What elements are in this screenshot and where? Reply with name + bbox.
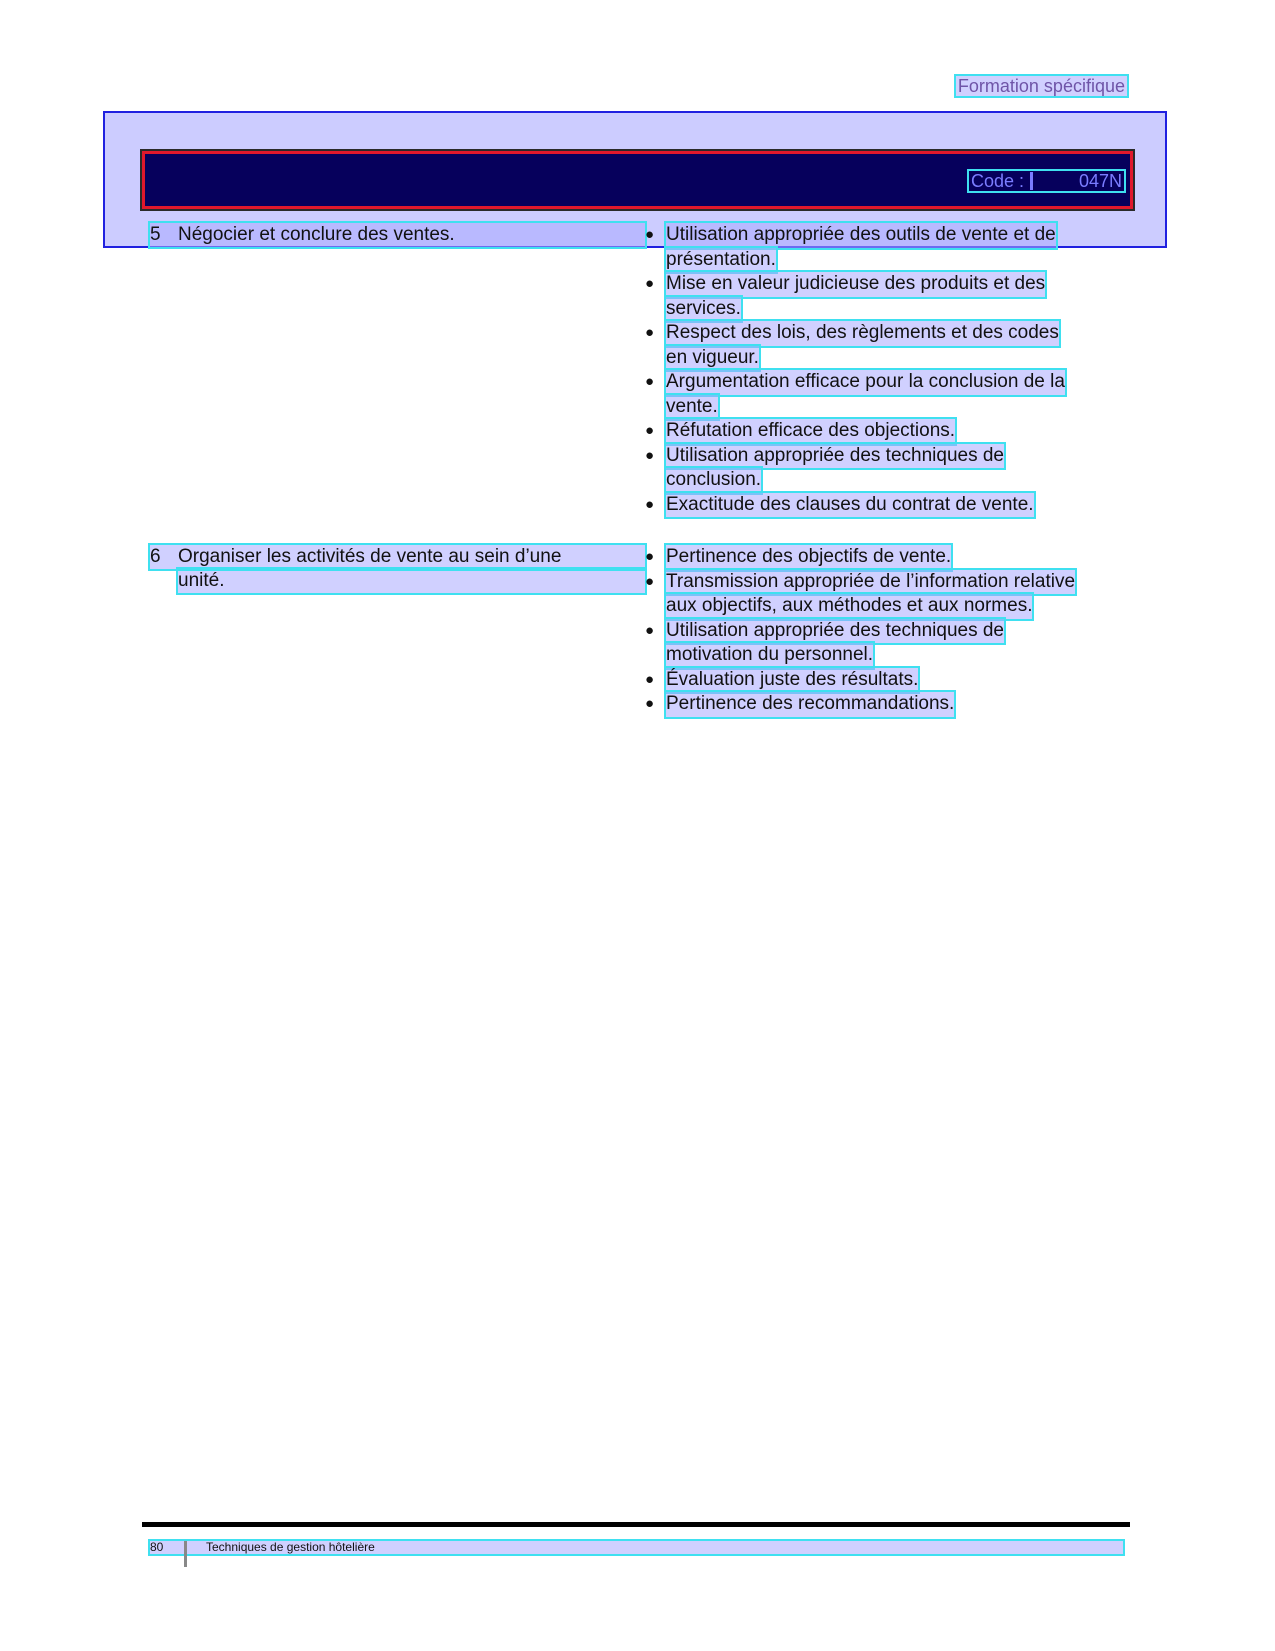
bullet-icon: ● <box>645 446 655 464</box>
bullet-icon: ● <box>645 373 655 390</box>
criterion-item <box>643 570 1113 619</box>
criterion-line: en vigueur. <box>666 346 759 371</box>
criteria-list-5 <box>643 223 1113 517</box>
bullet-icon: ● <box>645 324 655 341</box>
competency-number: 6 <box>150 546 161 567</box>
criterion-line: Utilisation appropriée des techniques de <box>666 619 1004 644</box>
criterion-item <box>643 619 1113 668</box>
criterion-line: Transmission appropriée de l’information relative <box>666 570 1075 595</box>
criterion-line: aux objectifs, aux méthodes et aux normes. <box>666 594 1032 619</box>
criterion-item <box>643 370 1113 419</box>
bullet-icon: ● <box>645 572 655 590</box>
bullet-icon: ● <box>645 548 655 565</box>
bullet-icon: ● <box>645 670 655 688</box>
bullet-icon: ● <box>645 621 655 639</box>
competency-6 <box>150 545 645 593</box>
criterion-line: Respect des lois, des règlements et des codes <box>666 321 1059 346</box>
bullet-icon: ● <box>645 422 655 439</box>
criterion-item <box>643 272 1113 321</box>
criterion-line: Pertinence des objectifs de vente. <box>666 545 951 570</box>
criterion-item <box>643 668 1113 693</box>
page-number: 80 <box>150 1540 164 1554</box>
criterion-line: Exactitude des clauses du contrat de vente. <box>666 493 1034 518</box>
program-title: Techniques de gestion hôtelière <box>206 1540 375 1554</box>
criterion-item <box>643 419 1113 444</box>
criterion-item <box>643 493 1113 518</box>
competency-statement-continued <box>178 569 645 593</box>
competency-text: Négocier et conclure des ventes. <box>178 224 455 245</box>
criterion-line: Pertinence des recommandations. <box>666 692 954 717</box>
code-value: 047N <box>1078 171 1122 191</box>
code-separator <box>1030 172 1033 190</box>
bullet-icon: ● <box>645 695 655 712</box>
criterion-line: Évaluation juste des résultats. <box>666 668 918 693</box>
criterion-line: Réfutation efficace des objections. <box>666 419 955 444</box>
competency-statement <box>150 545 645 569</box>
code-label: Code : <box>971 171 1025 191</box>
footer <box>150 1541 1123 1554</box>
criterion-line: Utilisation appropriée des outils de vente et de <box>666 223 1056 248</box>
competency-5 <box>150 223 645 247</box>
running-header: Formation spécifique <box>957 76 1125 96</box>
criterion-item <box>643 692 1113 717</box>
criterion-line: Argumentation efficace pour la conclusion de la <box>666 370 1065 395</box>
bullet-icon: ● <box>645 275 655 292</box>
competency-statement <box>150 223 645 247</box>
criterion-item <box>643 444 1113 493</box>
criterion-line: présentation. <box>666 248 776 273</box>
code-field <box>969 171 1124 191</box>
competency-number: 5 <box>150 224 161 245</box>
criteria-list-6 <box>643 545 1113 717</box>
competency-text: Organiser les activités de vente au sein d’une <box>178 546 562 567</box>
bullet-icon: ● <box>645 226 655 243</box>
competency-text: unité. <box>178 570 225 591</box>
criterion-line: Mise en valeur judicieuse des produits et des <box>666 272 1045 297</box>
criterion-line: Utilisation appropriée des techniques de <box>666 444 1004 469</box>
criterion-line: services. <box>666 297 741 322</box>
criterion-line: conclusion. <box>666 468 761 493</box>
footer-divider <box>184 1541 187 1567</box>
criterion-item <box>643 545 1113 570</box>
footer-rule <box>142 1522 1130 1527</box>
criterion-item <box>643 223 1113 272</box>
bullet-icon: ● <box>645 495 655 513</box>
criterion-item <box>643 321 1113 370</box>
criterion-line: motivation du personnel. <box>666 643 873 668</box>
criterion-line: vente. <box>666 395 718 420</box>
